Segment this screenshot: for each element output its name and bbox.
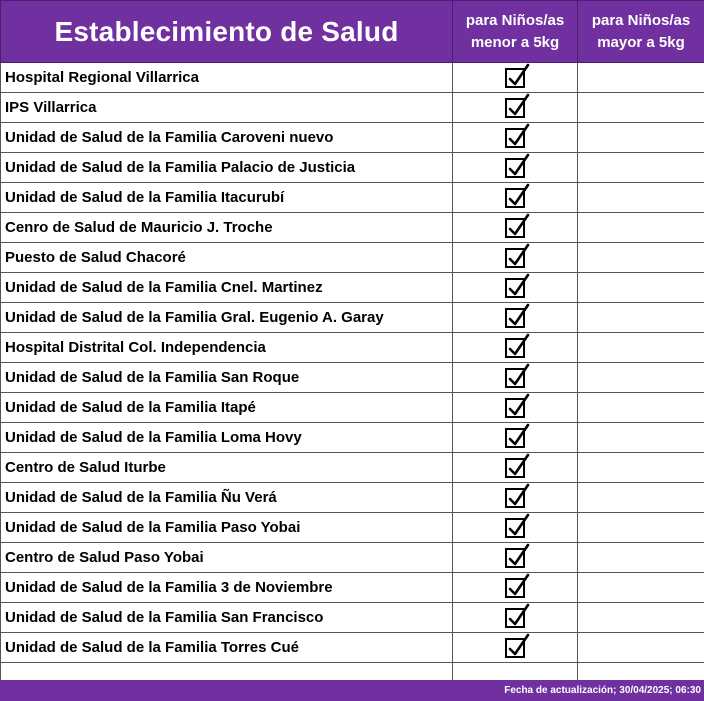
establishment-name: Hospital Regional Villarrica — [1, 63, 453, 93]
check-cell — [453, 303, 578, 333]
checked-box-icon — [505, 338, 525, 358]
empty-cell — [578, 573, 704, 603]
checked-box-icon — [505, 218, 525, 238]
check-cell — [453, 213, 578, 243]
table-body — [1, 63, 704, 682]
checked-box-icon — [505, 128, 525, 148]
check-cell — [453, 633, 578, 663]
update-timestamp: Fecha de actualización; 30/04/2025; 06:30 — [504, 685, 701, 696]
checked-box-icon — [505, 68, 525, 88]
check-cell — [453, 483, 578, 513]
checked-box-icon — [505, 578, 525, 598]
table-row — [1, 123, 704, 153]
checked-box-icon — [505, 188, 525, 208]
blank-row — [1, 663, 704, 682]
checked-box-icon — [505, 248, 525, 268]
empty-cell — [578, 333, 704, 363]
check-mark-icon — [507, 154, 531, 178]
check-cell — [453, 183, 578, 213]
check-mark-icon — [507, 574, 531, 598]
check-mark-icon — [507, 424, 531, 448]
check-cell — [453, 543, 578, 573]
check-mark-icon — [507, 394, 531, 418]
empty-cell — [578, 453, 704, 483]
establishment-name: Cenro de Salud de Mauricio J. Troche — [1, 213, 453, 243]
empty-cell — [578, 123, 704, 153]
table-row — [1, 393, 704, 423]
check-cell — [453, 333, 578, 363]
check-mark-icon — [507, 244, 531, 268]
empty-cell — [578, 513, 704, 543]
empty-cell — [578, 63, 704, 93]
column-header-under-5kg — [453, 1, 578, 63]
checked-box-icon — [505, 158, 525, 178]
establishment-name: Unidad de Salud de la Familia Torres Cué — [1, 633, 453, 663]
checked-box-icon — [505, 548, 525, 568]
empty-cell — [578, 183, 704, 213]
empty-cell — [578, 393, 704, 423]
empty-cell — [578, 153, 704, 183]
establishment-name: Centro de Salud Paso Yobai — [1, 543, 453, 573]
check-cell — [453, 63, 578, 93]
blank-cell — [453, 663, 578, 682]
table-row — [1, 573, 704, 603]
column-header-under-5kg-line1: para Niños/as — [465, 11, 565, 29]
table-row — [1, 243, 704, 273]
checked-box-icon — [505, 368, 525, 388]
empty-cell — [578, 243, 704, 273]
check-mark-icon — [507, 484, 531, 508]
check-cell — [453, 423, 578, 453]
empty-cell — [578, 363, 704, 393]
checked-box-icon — [505, 488, 525, 508]
table-row — [1, 453, 704, 483]
empty-cell — [578, 543, 704, 573]
establishment-name: Unidad de Salud de la Familia Paso Yobai — [1, 513, 453, 543]
checked-box-icon — [505, 278, 525, 298]
checked-box-icon — [505, 638, 525, 658]
establishment-name: Unidad de Salud de la Familia 3 de Noviembre — [1, 573, 453, 603]
check-mark-icon — [507, 274, 531, 298]
check-cell — [453, 153, 578, 183]
checked-box-icon — [505, 458, 525, 478]
blank-cell — [578, 663, 704, 682]
establishment-name: Hospital Distrital Col. Independencia — [1, 333, 453, 363]
check-cell — [453, 243, 578, 273]
establishment-name: Centro de Salud Iturbe — [1, 453, 453, 483]
establishment-name: Unidad de Salud de la Familia Cnel. Martinez — [1, 273, 453, 303]
check-mark-icon — [507, 94, 531, 118]
table-row — [1, 423, 704, 453]
check-mark-icon — [507, 124, 531, 148]
empty-cell — [578, 93, 704, 123]
establishment-name: Unidad de Salud de la Familia Gral. Eugenio A. Garay — [1, 303, 453, 333]
footer-bar — [0, 680, 704, 701]
table-row — [1, 93, 704, 123]
table-row — [1, 363, 704, 393]
blank-cell — [1, 663, 453, 682]
check-mark-icon — [507, 304, 531, 328]
establishment-name: IPS Villarrica — [1, 93, 453, 123]
checked-box-icon — [505, 98, 525, 118]
check-mark-icon — [507, 364, 531, 388]
table-title: Establecimiento de Salud — [1, 1, 453, 63]
check-cell — [453, 393, 578, 423]
establishment-name: Unidad de Salud de la Familia Loma Hovy — [1, 423, 453, 453]
establishment-name: Unidad de Salud de la Familia San Roque — [1, 363, 453, 393]
establishment-name: Unidad de Salud de la Familia Palacio de Justicia — [1, 153, 453, 183]
checked-box-icon — [505, 608, 525, 628]
table-row — [1, 633, 704, 663]
check-cell — [453, 273, 578, 303]
table-row — [1, 303, 704, 333]
table-row — [1, 483, 704, 513]
checked-box-icon — [505, 428, 525, 448]
check-cell — [453, 453, 578, 483]
table-row — [1, 333, 704, 363]
empty-cell — [578, 483, 704, 513]
table-row — [1, 63, 704, 93]
empty-cell — [578, 303, 704, 333]
empty-cell — [578, 603, 704, 633]
column-header-over-5kg-line2: mayor a 5kg — [597, 33, 685, 51]
check-cell — [453, 573, 578, 603]
check-mark-icon — [507, 214, 531, 238]
checked-box-icon — [505, 308, 525, 328]
check-mark-icon — [507, 544, 531, 568]
establishment-name: Unidad de Salud de la Familia San Francisco — [1, 603, 453, 633]
checked-box-icon — [505, 518, 525, 538]
table-row — [1, 513, 704, 543]
empty-cell — [578, 213, 704, 243]
establishment-name: Unidad de Salud de la Familia Itapé — [1, 393, 453, 423]
column-header-over-5kg — [578, 1, 704, 63]
check-mark-icon — [507, 334, 531, 358]
table-row — [1, 213, 704, 243]
establishment-name: Unidad de Salud de la Familia Itacurubí — [1, 183, 453, 213]
empty-cell — [578, 633, 704, 663]
table-row — [1, 603, 704, 633]
table-row — [1, 543, 704, 573]
column-header-over-5kg-line1: para Niños/as — [591, 11, 691, 29]
check-mark-icon — [507, 634, 531, 658]
check-cell — [453, 513, 578, 543]
check-cell — [453, 603, 578, 633]
table-row — [1, 183, 704, 213]
table-row — [1, 273, 704, 303]
check-mark-icon — [507, 64, 531, 88]
check-mark-icon — [507, 184, 531, 208]
header-row — [1, 1, 704, 63]
check-cell — [453, 363, 578, 393]
empty-cell — [578, 423, 704, 453]
checked-box-icon — [505, 398, 525, 418]
establishment-name: Unidad de Salud de la Familia Ñu Verá — [1, 483, 453, 513]
establishment-name: Puesto de Salud Chacoré — [1, 243, 453, 273]
table-row — [1, 153, 704, 183]
establishment-name: Unidad de Salud de la Familia Caroveni nuevo — [1, 123, 453, 153]
check-mark-icon — [507, 454, 531, 478]
check-cell — [453, 93, 578, 123]
empty-cell — [578, 273, 704, 303]
check-mark-icon — [507, 514, 531, 538]
check-mark-icon — [507, 604, 531, 628]
column-header-under-5kg-line2: menor a 5kg — [470, 33, 560, 51]
check-cell — [453, 123, 578, 153]
